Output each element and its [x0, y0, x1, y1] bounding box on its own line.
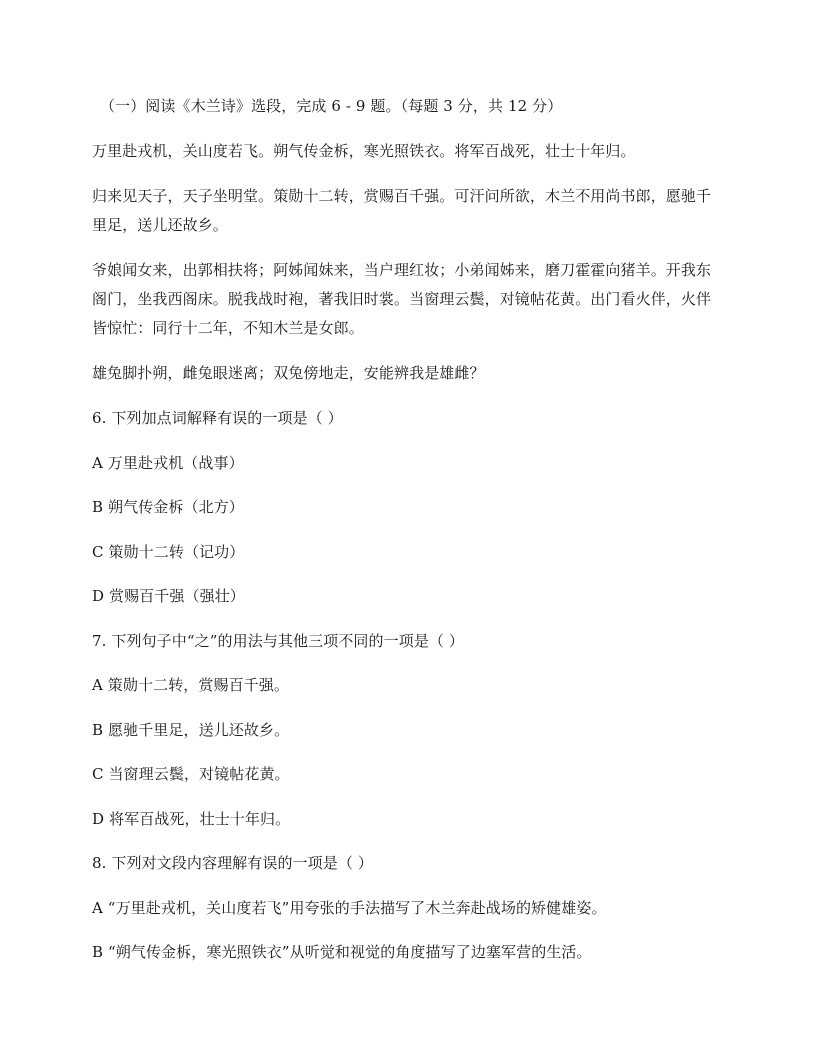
- question-8-option-b: B “朔气传金柝，寒光照铁衣”从听觉和视觉的角度描写了边塞军营的生活。: [92, 943, 592, 961]
- question-7-option-c: C 当窗理云鬓，对镜帖花黄。: [92, 765, 290, 783]
- section-heading: （一）阅读《木兰诗》选段，完成 6 - 9 题。（每题 3 分，共 12 分）: [100, 97, 563, 115]
- question-6-option-c: C 策勋十二转（记功）: [92, 542, 245, 561]
- question-7-option-b: B 愿驰千里足，送儿还故乡。: [92, 720, 290, 739]
- question-6-option-b: B 朔气传金柝（北方）: [92, 498, 244, 516]
- question-6-stem: 6. 下列加点词解释有误的一项是（ ）: [92, 409, 343, 427]
- question-6-option-d: D 赏赐百千强（强壮）: [92, 587, 245, 605]
- poem-paragraph: 归来见天子，天子坐明堂。策勋十二转，赏赐百千强。可汗问所欲，木兰不用尚书郎，愿驰千里足，送儿还故乡。: [92, 187, 712, 234]
- question-8-option-a: A “万里赴戎机，关山度若飞”用夸张的手法描写了木兰奔赴战场的矫健雄姿。: [92, 898, 607, 917]
- poem-paragraph: 万里赴戎机，关山度若飞。朔气传金柝，寒光照铁衣。将军百战死，壮士十年归。: [92, 142, 636, 160]
- question-7-option-a: A 策勋十二转，赏赐百千强。: [92, 676, 290, 694]
- question-7-stem: 7. 下列句子中“之”的用法与其他三项不同的一项是（ ）: [92, 631, 464, 650]
- question-7-option-d: D 将军百战死，壮士十年归。: [92, 809, 291, 828]
- document-body: [92, 92, 724, 983]
- poem-paragraph: 雄兔脚扑朔，雌兔眼迷离；双兔傍地走，安能辨我是雄雌？: [92, 364, 485, 382]
- poem-paragraph: 爷娘闻女来，出郭相扶将；阿姊闻妹来，当户理红妆；小弟闻姊来，磨刀霍霍向猪羊。开我东阁门，坐我西阁床。脱我战时袍，著我旧时裳。当窗理云鬓，对镜帖花黄。出门看火伴，火伴皆惊忙：同行十二年，不知木兰是女郎。: [92, 261, 712, 337]
- question-8-stem: 8. 下列对文段内容理解有误的一项是（ ）: [92, 854, 373, 872]
- question-6-option-a: A 万里赴戎机（战事）: [92, 453, 244, 472]
